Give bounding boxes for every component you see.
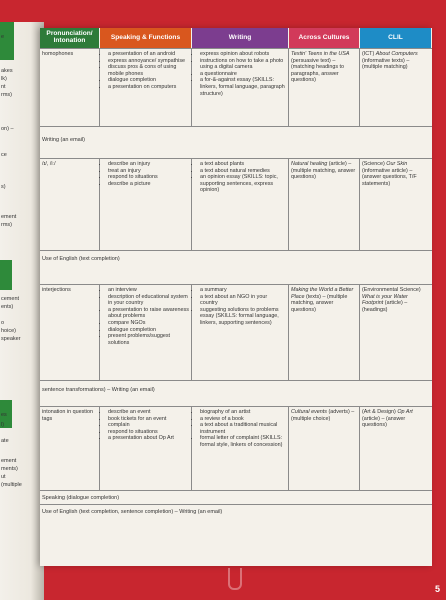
left-fragment: es: [1, 412, 7, 418]
left-fragment: akes: [1, 68, 13, 74]
header-clil: CLIL: [360, 28, 432, 48]
decorative-mark: [228, 568, 242, 590]
list-item: • suggesting solutions to problems essay (SKILLS: formal language, linkers, supporting sentences): [200, 307, 286, 327]
syllabus-page: [40, 28, 432, 566]
speaking-cell: [100, 159, 192, 251]
list-item: • express opinion about robots: [200, 51, 286, 58]
list-item: • describe an event: [108, 409, 189, 416]
table-row: [40, 158, 432, 251]
list-item: • present problems/suggest solutions: [108, 333, 189, 346]
pron-cell: interjections: [40, 285, 100, 381]
header-pronunciation: Pronunciation/ Intonation: [40, 28, 100, 48]
text-title: Op Art: [397, 409, 413, 415]
page-number: 5: [434, 584, 440, 594]
text-desc: (informative article) – (answer questions, T/F statements): [362, 167, 417, 187]
list-item: • discuss pros & cons of using mobile phones: [108, 64, 189, 77]
list-item: • a presentation on computers: [108, 84, 189, 91]
review-text: sentence transformations) – Writing (an email): [42, 387, 155, 393]
list-item: • dialogue completion: [108, 77, 189, 84]
text-title: About Computers: [375, 51, 418, 57]
text-desc: (informative texts) – (multiple matching): [362, 57, 410, 71]
speaking-cell: [100, 285, 192, 381]
left-fragment: cement: [1, 296, 20, 302]
list-item: • a text about plants: [200, 161, 286, 168]
writing-cell: [192, 285, 289, 381]
clil-cell: [360, 285, 432, 381]
left-fragment: (multiple: [1, 482, 22, 488]
pron-cell: intonation in question tags: [40, 407, 100, 491]
text-desc: (article) – (multiple matching, answer questions): [291, 161, 356, 181]
list-item: • an opinion essay (SKILLS: topic, supporting sentences, express opinion): [200, 174, 286, 194]
list-item: • description of educational system in your country: [108, 294, 189, 307]
text-desc: (texts) – (multiple matching, answer questions): [291, 293, 348, 313]
list-item: • a text about an NGO in your country: [200, 294, 286, 307]
review-text: Speaking (dialogue completion): [42, 495, 120, 501]
review-row: [40, 380, 432, 406]
left-fragment: hoice): [1, 328, 16, 334]
review-row: [40, 250, 432, 284]
left-fragment: lk): [1, 76, 7, 82]
writing-cell: [192, 49, 289, 127]
clil-cell: [360, 159, 432, 251]
list-item: • formal letter of complaint (SKILLS: formal style, linkers of concession): [200, 435, 286, 448]
across-cultures-cell: [289, 407, 360, 491]
review-row: [40, 504, 432, 518]
header-writing: Writing: [192, 28, 289, 48]
list-item: • respond to situations: [108, 429, 189, 436]
text-desc: (persuasive text) – (matching headings to paragraphs, answer questions): [291, 57, 345, 84]
pron-cell: homophones: [40, 49, 100, 127]
list-item: • a presentation of an android: [108, 51, 189, 58]
list-item: • complain: [108, 422, 189, 429]
list-item: • a questionnaire: [200, 71, 286, 78]
left-fragment: o: [1, 320, 5, 326]
list-item: • compare NGOs: [108, 320, 189, 327]
list-item: • a presentation to raise awareness about problems: [108, 307, 189, 320]
left-fragment: ate: [1, 438, 9, 444]
list-item: • describe an injury: [108, 161, 189, 168]
list-item: • an interview: [108, 287, 189, 294]
left-fragment: ce: [1, 152, 7, 158]
left-fragment: rms): [1, 222, 12, 228]
speaking-cell: [100, 49, 192, 127]
list-item: • a text about a traditional musical instrument: [200, 422, 286, 435]
clil-cell: [360, 407, 432, 491]
list-item: • respond to situations: [108, 174, 189, 181]
writing-cell: [192, 407, 289, 491]
clil-subject: (ICT): [362, 51, 376, 57]
left-page-red-strip: [0, 0, 44, 22]
list-item: • describe a picture: [108, 181, 189, 188]
left-fragment: nt: [1, 84, 6, 90]
review-text: Use of English (text completion, sentence completion) – Writing (an email): [42, 509, 223, 515]
text-title: Making the World a Better Place: [291, 287, 354, 300]
left-fragment: e: [1, 34, 5, 40]
review-text: Writing (an email): [42, 137, 85, 143]
list-item: • biography of an artist: [200, 409, 286, 416]
left-fragment: on) –: [1, 126, 14, 132]
left-fragment: ut: [1, 474, 6, 480]
across-cultures-cell: [289, 285, 360, 381]
left-fragment: ents): [1, 304, 14, 310]
review-row: [40, 490, 432, 504]
table-header: [40, 28, 432, 48]
text-title: Cultural events: [291, 409, 327, 415]
text-title: What is your Water Footprint: [362, 293, 408, 307]
text-title: Natural healing: [291, 161, 328, 167]
header-speaking: Speaking & Functions: [100, 28, 192, 48]
table-row: [40, 284, 432, 381]
left-page-green-mark: [0, 260, 12, 290]
review-row: [40, 126, 432, 158]
pron-cell: /ɪ/, /iː/: [40, 159, 100, 251]
left-fragment: ement: [1, 458, 17, 464]
speaking-cell: [100, 407, 192, 491]
header-across-cultures: Across Cultures: [289, 28, 360, 48]
text-desc: (article) – (headings): [362, 300, 408, 313]
left-page-green-strip: [0, 22, 14, 60]
across-cultures-cell: [289, 49, 360, 127]
text-desc: (adverts) – (multiple choice): [291, 409, 355, 422]
list-item: • dialogue completion: [108, 327, 189, 334]
list-item: • a summary: [200, 287, 286, 294]
left-fragment: speaker: [1, 336, 21, 342]
across-cultures-cell: [289, 159, 360, 251]
list-item: • a presentation about Op Art: [108, 435, 189, 442]
list-item: • book tickets for an event: [108, 416, 189, 423]
clil-cell: [360, 49, 432, 127]
table-row: [40, 48, 432, 127]
review-text: Use of English (text completion): [42, 256, 120, 262]
clil-subject: (Art & Design): [362, 409, 398, 415]
table-row: [40, 406, 432, 491]
writing-cell: [192, 159, 289, 251]
left-fragment: ement: [1, 214, 17, 220]
list-item: • a text about natural remedies: [200, 168, 286, 175]
text-title: Our Skin: [386, 161, 408, 167]
list-item: • a for-&-against essay (SKILLS: linkers, formal language, paragraph structure): [200, 77, 286, 97]
left-fragment: ments): [1, 466, 18, 472]
list-item: • instructions on how to take a photo using a digital camera: [200, 58, 286, 71]
left-fragment: l): [1, 422, 5, 428]
clil-subject: (Science): [362, 161, 387, 167]
left-page-edge: [0, 0, 44, 600]
text-desc: (article) – (answer questions): [362, 415, 406, 429]
left-fragment: s): [1, 184, 6, 190]
text-title: Textin' Teens in the USA: [291, 51, 350, 57]
left-fragment: rms): [1, 92, 12, 98]
clil-subject: (Environmental Science): [362, 287, 421, 293]
list-item: • a review of a book: [200, 416, 286, 423]
list-item: • express annoyance/ sympathise: [108, 58, 189, 65]
list-item: • treat an injury: [108, 168, 189, 175]
